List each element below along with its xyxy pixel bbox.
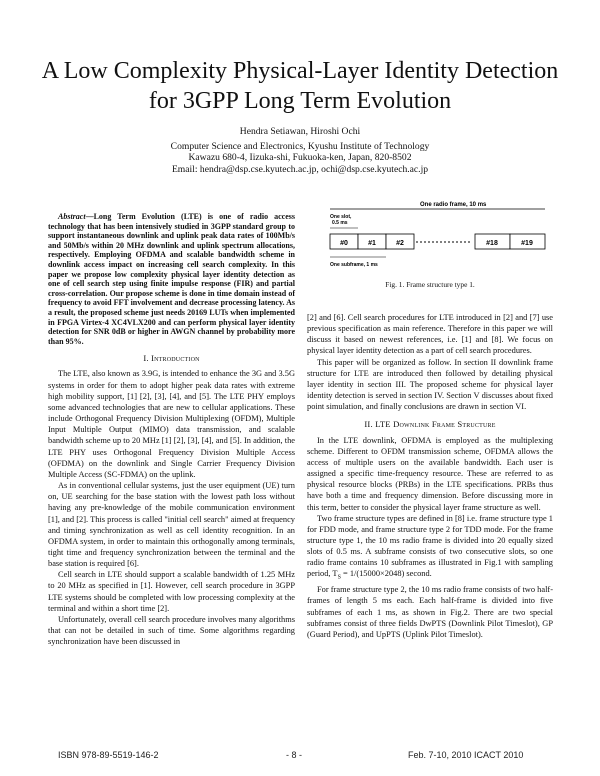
figure-caption: Fig. 1. Frame structure type 1. xyxy=(385,280,475,289)
author-block xyxy=(40,126,560,175)
slot-0: #0 xyxy=(340,240,348,247)
slot-2: #2 xyxy=(396,240,404,247)
sampling-subscript: S xyxy=(337,575,341,582)
sec2-paragraph-3: For frame structure type 2, the 10 ms radio frame consists of two half-frames of length 5 ms each. Each half-frame is divided into five subframes of each 1 ms, as shown in Fig.2. There are two special subframes consist of three fields DwPTS (Downlink Pilot Timeslot), GP (Guard Period), and UpPTS (Uplink Pilot Timeslot). xyxy=(307,585,553,639)
subframe-label: One subframe, 1 ms xyxy=(330,262,378,268)
right-paragraph-1: [2] and [6]. Cell search procedures for LTE introduced in [2] and [7] use previous specification as main reference. Therefore in this paper we will discuss it based on newest references, i.e. [1] and [8]. We focus on physical layer identity detection as a part of cell search procedures. xyxy=(307,313,553,356)
sec2-paragraph-2-end: = 1/(15000×2048) second. xyxy=(340,569,432,579)
left-column xyxy=(48,212,295,647)
abstract-label: Abstract xyxy=(58,212,86,221)
slot-label-line2: 0.5 ms xyxy=(332,220,348,226)
intro-paragraph-4: Unfortunately, overall cell search procedure involves many algorithms that can not be detailed in such of time. Some algorithms regarding synchronization have been discussed in xyxy=(48,614,295,647)
abstract-text: —Long Term Evolution (LTE) is one of radio access technology that has been intensively studied in 3GPP standard group to support instantaneous downlink and uplink peak data rates of 100Mb/s and 50Mb/s within 20 MHz downlink and uplink spectrum allocations, respectively. Employing OFDMA and scalable bandwidth scheme in downlink access impact on increasing cell search complexity. In this paper we propose low complexity physical layer identity detection as one of cell search step using finite impulse response (FIR) and partial cross-correlation. Our propose scheme is done in time domain instead of frequency to avoid FFT involvement and decrease processing latency. As a result, the proposed scheme just needs 20169 LUTs when implemented in FPGA Virtex-4 XC4VLX200 and can perform physical layer identity detection for SNR 0dB or higher in AWGN channel by probability more than 95%. xyxy=(48,212,295,346)
slot-19: #19 xyxy=(521,240,533,247)
author-email: Email: hendra@dsp.cse.kyutech.ac.jp, ochi@dsp.cse.kyutech.ac.jp xyxy=(171,163,429,175)
footer-conference: Feb. 7-10, 2010 ICACT 2010 xyxy=(408,750,524,760)
radio-frame-label: One radio frame, 10 ms xyxy=(420,202,487,208)
intro-paragraph-3: Cell search in LTE should support a scalable bandwidth of 1.25 MHz to 20 MHz as specified in [1]. However, cell search procedure in 3GPP LTE systems should be completed with low processing complexity at the terminal and within a short time [2]. xyxy=(48,570,295,613)
section-heading-introduction: I. Introduction xyxy=(143,353,200,364)
intro-paragraph-1: The LTE, also known as 3.9G, is intended to enhance the 3G and 3.5G systems in order for them to adopt higher peak data rates with extreme high mobility support, [1] [2], [3], [4], and [5]. The LTE PHY employs some advanced technologies that are new to cellular applications. These include Orthogonal Frequency Division Multiplexing (OFDM), Multiple Input Multiple Output (MIMO) data transmission, and scalable bandwidth scheme up to 20 MHz [1] [2], [3], [4], and [5]. In addition, the LTE PHY uses Orthogonal Frequency Division Multiple Access (OFDMA) on the downlink and Single Carrier Frequency Division Multiple Access (SC-FDMA) on the uplink. xyxy=(48,369,295,479)
section-heading-downlink: II. LTE Downlink Frame Structure xyxy=(364,419,496,430)
abstract xyxy=(48,212,295,346)
sec2-paragraph-1: In the LTE downlink, OFDMA is employed as the multiplexing scheme. Different to OFDM transmission scheme, OFDMA allows the access of multiple users on the available bandwidth. Each user is assigned a specific time-frequency resource. These are referred to as physical resource blocks (PRBs) in the LTE specifications. PRBs thus have both a time and frequency dimension. Before discussing more in this term, better to consider the physical layer frame structure as well. xyxy=(307,435,553,512)
slot-label-line1: One slot, xyxy=(330,214,352,220)
right-column xyxy=(307,312,553,640)
footer-isbn: ISBN 978-89-5519-146-2 xyxy=(58,750,159,760)
author-affiliation: Computer Science and Electronics, Kyushu Institute of Technology xyxy=(170,141,430,153)
intro-paragraph-2: As in conventional cellular systems, just the user equipment (UE) turn on, UE searching for the base station with the lowest path loss without having any pre-knowledge of the mobile communication environment [1], and [2]. This process is called "initial cell search" aimed at frequency and timing synchronization as well as cell identity recognition. In an OFDMA system, in order to maintain this orthogonally among terminals, tight time and frequency synchronization between the terminal and the base station is required [6]. xyxy=(48,481,295,569)
sec2-paragraph-2-text: Two frame structure types are defined in [8] i.e. frame structure type 1 for FDD mode, and frame structure type 2 for TDD mode. For the frame structure type 1, the 10 ms radio frame is divided into 20 equally sized slots of 0.5 ms. A subframe consists of two consecutive slots, so one radio frame contains 10 subframes as illustrated in Fig.1 with sampling period, T xyxy=(307,513,553,579)
author-address: Kawazu 680-4, Iizuka-shi, Fukuoka-ken, Japan, 820-8502 xyxy=(188,152,412,164)
footer-page-number: - 8 - xyxy=(286,750,303,760)
sec2-paragraph-2 xyxy=(307,513,553,585)
frame-structure-figure xyxy=(320,201,550,311)
author-names: Hendra Setiawan, Hiroshi Ochi xyxy=(239,126,361,137)
paper-title: A Low Complexity Physical-Layer Identity Detection for 3GPP Long Term Evolution xyxy=(41,58,559,114)
right-paragraph-2: This paper will be organized as follow. In section II downlink frame structure for LTE are introduced then followed by detailing physical layer identity in section III. The proposed scheme for physical layer identity detection is served in section IV. Section V discusses about fixed point simulation, and finally conclusions are drawn in section VI. xyxy=(307,357,553,412)
slot-18: #18 xyxy=(486,240,498,247)
slot-1: #1 xyxy=(368,240,376,247)
